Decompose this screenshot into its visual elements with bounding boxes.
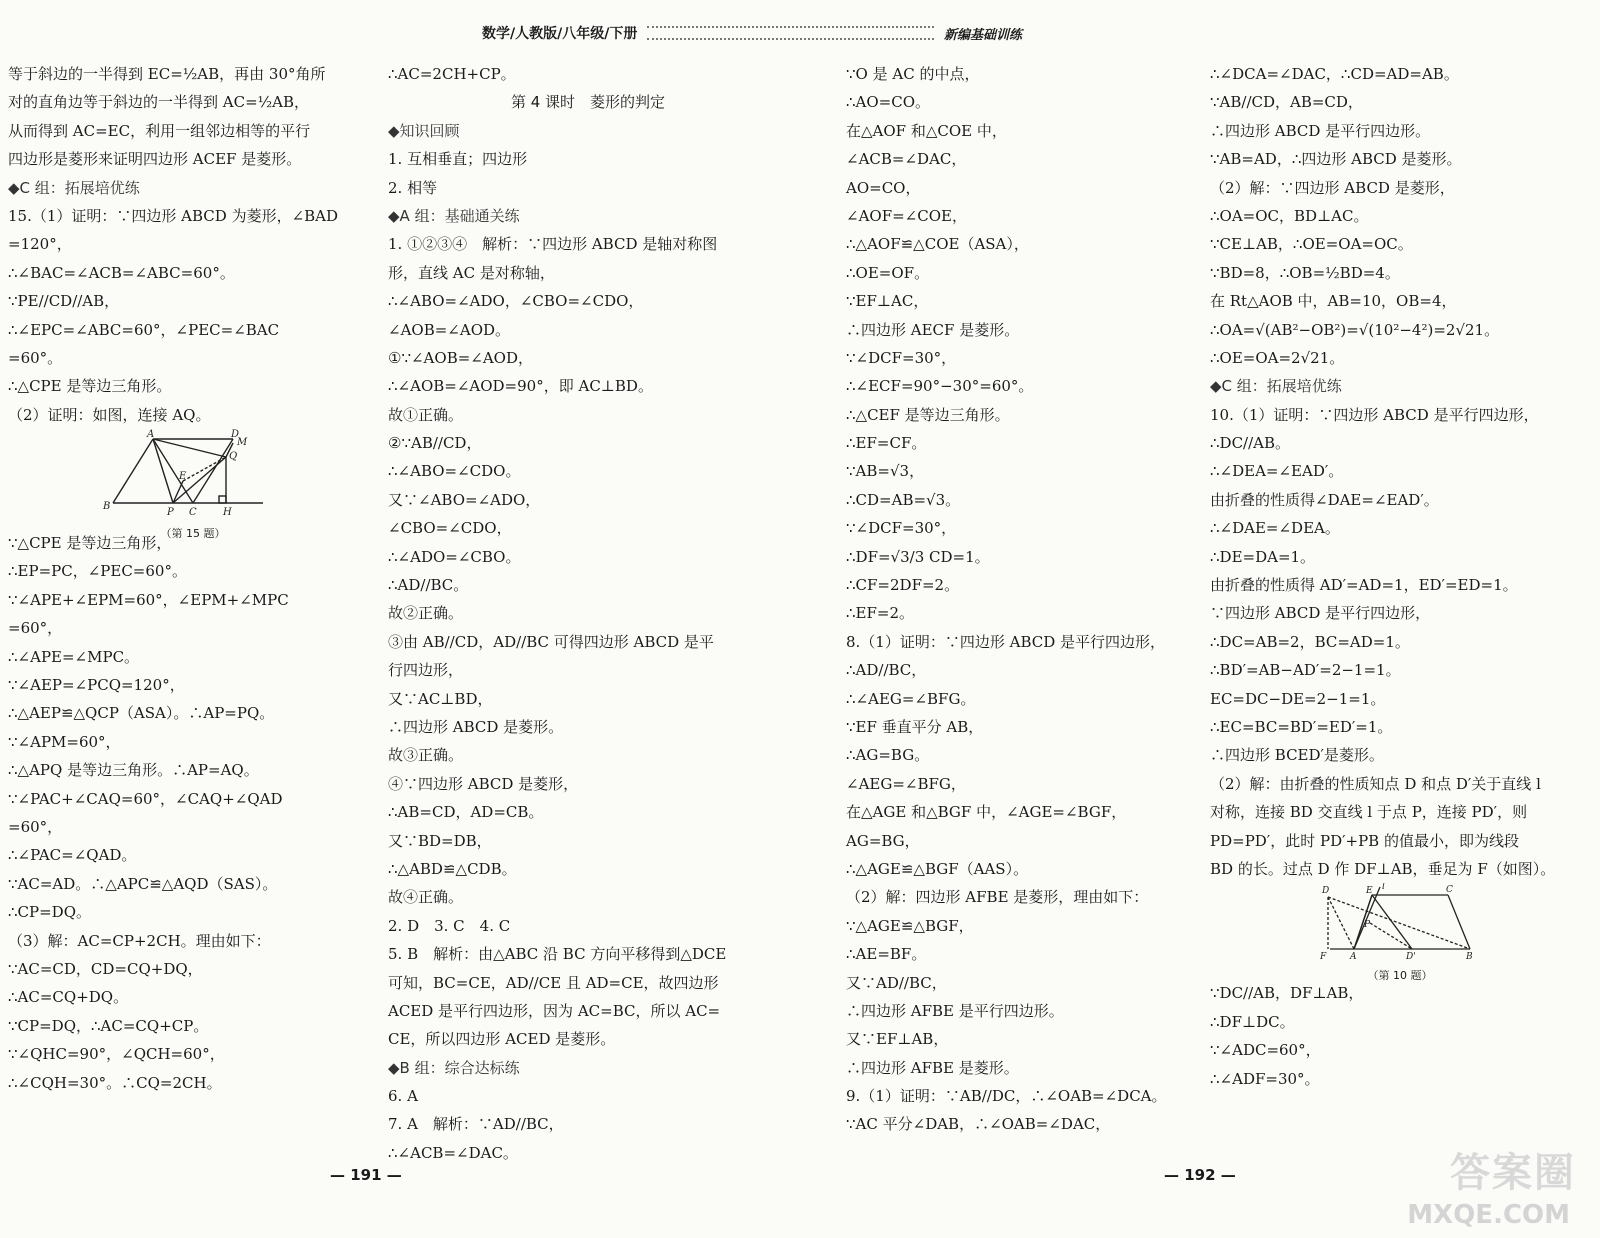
text-line: ③由 AB//CD，AD//BC 可得四边形 ABCD 是平 [388,632,714,651]
text-line: ∵∠DCF=30°， [846,519,957,538]
svg-text:A: A [1350,952,1357,963]
figure-15-caption: （第 15 题） [160,527,226,541]
text-line: ∴四边形 BCED′是菱形。 [1210,746,1384,765]
column-2 [388,60,788,1167]
text-line: ∴∠DAE=∠DEA。 [1210,519,1340,538]
text-line: ∴DC//AB。 [1210,434,1291,453]
page-number-left: — 191 — [330,1166,402,1184]
text-line: ∴DF=√3/3 CD=1。 [846,547,990,566]
text-line: ∴DC=AB=2，BC=AD=1。 [1210,632,1410,651]
text-line: ∵CP=DQ，∴AC=CQ+CP。 [8,1016,209,1035]
text-line: ∴∠ACB=∠DAC。 [388,1143,518,1162]
text-line: 在△AGE 和△BGF 中，∠AGE=∠BGF， [846,803,1127,822]
svg-text:F: F [1320,952,1327,963]
column-1 [8,60,378,1097]
text-line: ∴DF⊥DC。 [1210,1012,1295,1031]
text-line: ∵AC=AD。∴△APC≌△AQD（SAS）。 [8,874,278,893]
text-line: ∴∠ABO=∠ADO，∠CBO=∠CDO， [388,292,644,311]
book-path: 数学/人教版/八年级/下册 [482,26,638,42]
text-line: ∴AE=BF。 [846,945,927,964]
text-line: ∴∠ABO=∠CDO。 [388,462,521,481]
text-line: （2）解：∵四边形 ABCD 是菱形， [1210,178,1455,197]
text-line: ∵∠QHC=90°，∠QCH=60°， [8,1045,225,1064]
text-line: 在 Rt△AOB 中，AB=10，OB=4， [1210,292,1457,311]
text-line: ◆知识回顾 [388,121,460,140]
svg-text:B: B [103,501,111,513]
text-line: （2）证明：如图，连接 AQ。 [8,405,211,424]
text-line: ②∵AB//CD， [388,434,482,453]
text-line: 等于斜边的一半得到 EC=½AB，再由 30°角所 [8,65,326,83]
text-line: ∵O 是 AC 的中点， [846,65,980,83]
text-line: ∴四边形 AFBE 是菱形。 [846,1058,1019,1077]
text-line: ∵EF⊥AC， [846,292,929,311]
text-line: 由折叠的性质得∠DAE=∠EAD′。 [1210,490,1439,509]
text-line: ∴EF=2。 [846,604,915,623]
text-line: 15.（1）证明：∵四边形 ABCD 为菱形，∠BAD [8,206,339,225]
text-line: 2. D 3. C 4. C [388,916,511,935]
text-line: ∴AO=CO。 [846,93,931,112]
text-line: ∵AC 平分∠DAB，∴∠OAB=∠DAC， [846,1115,1111,1134]
text-line: 2. 相等 [388,178,438,197]
text-line: ∴△APQ 是等边三角形。∴AP=AQ。 [8,761,259,780]
brand-title: 新编基础训练 [943,27,1022,43]
text-line: =60°。 [8,348,63,367]
text-line: ∴AD//BC， [846,661,927,680]
text-line: ∴∠CQH=30°。∴CQ=2CH。 [8,1073,222,1092]
text-line: 形，直线 AC 是对称轴， [388,263,555,282]
text-line: ∴∠DEA=∠EAD′。 [1210,462,1344,481]
figure-10-diagram [1320,883,1480,963]
text-line: 故①正确。 [388,405,464,424]
watermark-url: MXQE.COM [1407,1200,1570,1230]
figure-10-caption: （第 10 题） [1367,969,1433,983]
text-line: BD 的长。过点 D 作 DF⊥AB，垂足为 F（如图）。 [1210,859,1556,878]
text-line: ∵∠DCF=30°， [846,348,957,367]
text-line: 在△AOF 和△COE 中， [846,121,1007,140]
text-line: 对称，连接 BD 交直线 l 于点 P，连接 PD′，则 [1210,803,1528,822]
text-line: ∵∠PAC+∠CAQ=60°，∠CAQ+∠QAD [8,789,283,808]
text-line: 第 4 课时 菱形的判定 [510,93,666,112]
text-line: ∴△AEP≌△QCP（ASA）。∴AP=PQ。 [8,704,275,723]
text-line: （2）解：由折叠的性质知点 D 和点 D′关于直线 l [1210,774,1541,793]
figure-15 [103,429,283,541]
text-line: ∵△AGE≌△BGF， [846,916,974,935]
text-line: ◆C 组：拓展培优练 [8,178,140,197]
svg-text:D: D [231,429,240,441]
text-line: ∵AC=CD，CD=CQ+DQ， [8,959,203,978]
text-line: ∴EC=BC=BD′=ED′=1。 [1210,717,1393,736]
svg-text:D': D' [1406,952,1416,963]
text-line: ∴∠ADO=∠CBO。 [388,547,521,566]
text-line: ∴四边形 ABCD 是平行四边形。 [1210,121,1431,140]
text-line: ∵四边形 ABCD 是平行四边形， [1210,604,1431,623]
text-line: 故④正确。 [388,888,464,907]
text-line: 故②正确。 [388,604,464,623]
text-line: 1. 互相垂直；四边形 [388,150,528,169]
text-line: ∵∠ADC=60°， [1210,1041,1321,1060]
text-line: 可知，BC=CE，AD//CE 且 AD=CE，故四边形 [388,973,719,992]
text-line: ◆C 组：拓展培优练 [1210,377,1342,396]
text-line: ∴EF=CF。 [846,434,927,453]
text-line: ∠AOF=∠COE， [846,206,967,225]
text-line: ∠CBO=∠CDO， [388,519,512,538]
text-line: ∴∠PAC=∠QAD。 [8,846,137,865]
text-line: ∴BD′=AB−AD′=2−1=1。 [1210,661,1401,680]
text-line: ∴EP=PC，∠PEC=60°。 [8,562,187,581]
text-line: 故③正确。 [388,746,464,765]
svg-text:l: l [1382,883,1385,893]
text-line: ∵∠AEP=∠PCQ=120°， [8,676,185,695]
text-line: 又∵∠ABO=∠ADO， [388,490,541,509]
text-line: ∴△CPE 是等边三角形。 [8,377,172,396]
text-line: ∴∠AEG=∠BFG。 [846,689,976,708]
text-line: ∴AD//BC。 [388,576,469,595]
text-line: ACED 是平行四边形，因为 AC=BC，所以 AC= [388,1001,721,1020]
text-line: ∴△AOF≌△COE（ASA）， [846,235,1029,254]
text-line: 从而得到 AC=EC，利用一组邻边相等的平行 [8,121,311,140]
svg-text:P: P [167,507,174,519]
text-line: ∴∠EPC=∠ABC=60°，∠PEC=∠BAC [8,320,280,339]
text-line: ∴△ABD≌△CDB。 [388,859,517,878]
text-line: ∵DC//AB，DF⊥AB， [1210,984,1364,1003]
text-line: 又∵AC⊥BD， [388,689,493,708]
text-line: ∴∠BAC=∠ACB=∠ABC=60°。 [8,263,235,282]
text-line: 又∵EF⊥AB， [846,1030,949,1049]
text-line: EC=DC−DE=2−1=1。 [1210,689,1386,708]
watermark-logo: 答案圈 [1450,1150,1576,1196]
text-line: ∴四边形 AFBE 是平行四边形。 [846,1001,1064,1020]
text-line: 8.（1）证明：∵四边形 ABCD 是平行四边形， [846,632,1166,651]
text-line: ∴∠AOB=∠AOD=90°，即 AC⊥BD。 [388,377,653,396]
text-line: ∠AEG=∠BFG， [846,774,966,793]
svg-text:C: C [1446,885,1453,896]
text-line: =60°， [8,619,63,638]
text-line: 对的直角边等于斜边的一半得到 AC=½AB， [8,93,310,112]
text-line: 行四边形， [388,661,464,680]
text-line: ∴OA=OC，BD⊥AC。 [1210,206,1369,225]
svg-text:P: P [1364,920,1371,931]
text-line: 1. ①②③④ 解析：∵四边形 ABCD 是轴对称图 [388,235,718,254]
text-line: ∴AG=BG。 [846,746,930,765]
text-line: ①∵∠AOB=∠AOD， [388,348,534,367]
text-line: ∴△AGE≌△BGF（AAS）。 [846,859,1029,878]
text-line: =60°， [8,817,63,836]
text-line: ∴OE=OF。 [846,263,930,282]
text-line: ∠AOB=∠AOD。 [388,320,511,339]
svg-text:C: C [189,507,197,519]
column-3 [846,60,1196,1139]
text-line: ∠ACB=∠DAC， [846,150,967,169]
text-line: ∴AC=2CH+CP。 [388,65,516,83]
text-line: ∴CD=AB=√3。 [846,490,961,509]
text-line: ∴AB=CD，AD=CB。 [388,803,544,822]
text-line: ∵∠APE+∠EPM=60°，∠EPM+∠MPC [8,590,289,609]
text-line: ◆B 组：综合达标练 [388,1058,520,1077]
svg-text:E: E [179,471,187,483]
text-line: ④∵四边形 ABCD 是菱形， [388,774,579,793]
text-line: ∵PE//CD//AB， [8,292,120,311]
text-line: 又∵AD//BC， [846,973,947,992]
text-line: ∵CE⊥AB，∴OE=OA=OC。 [1210,235,1413,254]
page-header [482,22,1022,44]
text-line: ∵△CPE 是等边三角形， [8,534,172,553]
column-4 [1210,60,1590,1093]
text-line: ∴△CEF 是等边三角形。 [846,405,1010,424]
text-line: AG=BG， [846,831,920,850]
text-line: 四边形是菱形来证明四边形 ACEF 是菱形。 [8,150,302,169]
text-line: ∴OE=OA=2√21。 [1210,348,1345,367]
text-line: 10.（1）证明：∵四边形 ABCD 是平行四边形， [1210,405,1539,424]
svg-text:B: B [1466,952,1473,963]
text-line: （3）解：AC=CP+2CH。理由如下： [8,931,271,950]
text-line: ∴CP=DQ。 [8,903,92,922]
text-line: ∵∠APM=60°， [8,732,121,751]
svg-text:D: D [1322,886,1330,897]
text-line: ∵AB=√3， [846,462,925,481]
text-line: ∴∠DCA=∠DAC，∴CD=AD=AB。 [1210,65,1459,83]
text-line: ∴四边形 AECF 是菱形。 [846,320,1020,339]
text-line: ∵BD=8，∴OB=½BD=4。 [1210,263,1400,282]
text-line: ∴OA=√(AB²−OB²)=√(10²−4²)=2√21。 [1210,320,1500,339]
header-divider [647,26,934,40]
text-line: ∴∠ADF=30°。 [1210,1069,1320,1088]
figure-15-diagram [103,429,283,521]
text-line: AO=CO， [846,178,921,197]
text-line: ∴∠ECF=90°−30°=60°。 [846,377,1034,396]
figure-10 [1320,883,1480,983]
text-line: 又∵BD=DB， [388,831,492,850]
text-line: ∴CF=2DF=2。 [846,576,960,595]
svg-text:Q: Q [229,451,238,463]
text-line: ◆A 组：基础通关练 [388,206,520,225]
text-line: ∴∠APE=∠MPC。 [8,647,140,666]
page-number-right: — 192 — [1164,1166,1236,1184]
text-line: CE，所以四边形 ACED 是菱形。 [388,1030,616,1049]
svg-text:A: A [147,429,155,441]
text-line: ∵AB=AD，∴四边形 ABCD 是菱形。 [1210,150,1462,169]
text-line: 6. A [388,1087,418,1106]
text-line: ∵AB//CD，AB=CD， [1210,93,1363,112]
text-line: =120°， [8,235,72,254]
text-line: ∴四边形 ABCD 是菱形。 [388,717,564,736]
text-line: ∴DE=DA=1。 [1210,547,1316,566]
svg-text:M: M [237,437,248,449]
text-line: ∵EF 垂直平分 AB， [846,717,984,736]
text-line: 5. B 解析：由△ABC 沿 BC 方向平移得到△DCE [388,945,727,964]
text-line: ∴AC=CQ+DQ。 [8,988,129,1007]
svg-text:E: E [1366,886,1373,897]
text-line: 7. A 解析：∵AD//BC， [388,1115,564,1134]
text-line: 9.（1）证明：∵AB//DC，∴∠OAB=∠DCA。 [846,1087,1167,1106]
svg-text:H: H [223,507,232,519]
text-line: 由折叠的性质得 AD′=AD=1，ED′=ED=1。 [1210,576,1518,595]
text-line: （2）解：四边形 AFBE 是菱形，理由如下： [846,888,1149,907]
text-line: PD=PD′，此时 PD′+PB 的值最小，即为线段 [1210,831,1519,850]
